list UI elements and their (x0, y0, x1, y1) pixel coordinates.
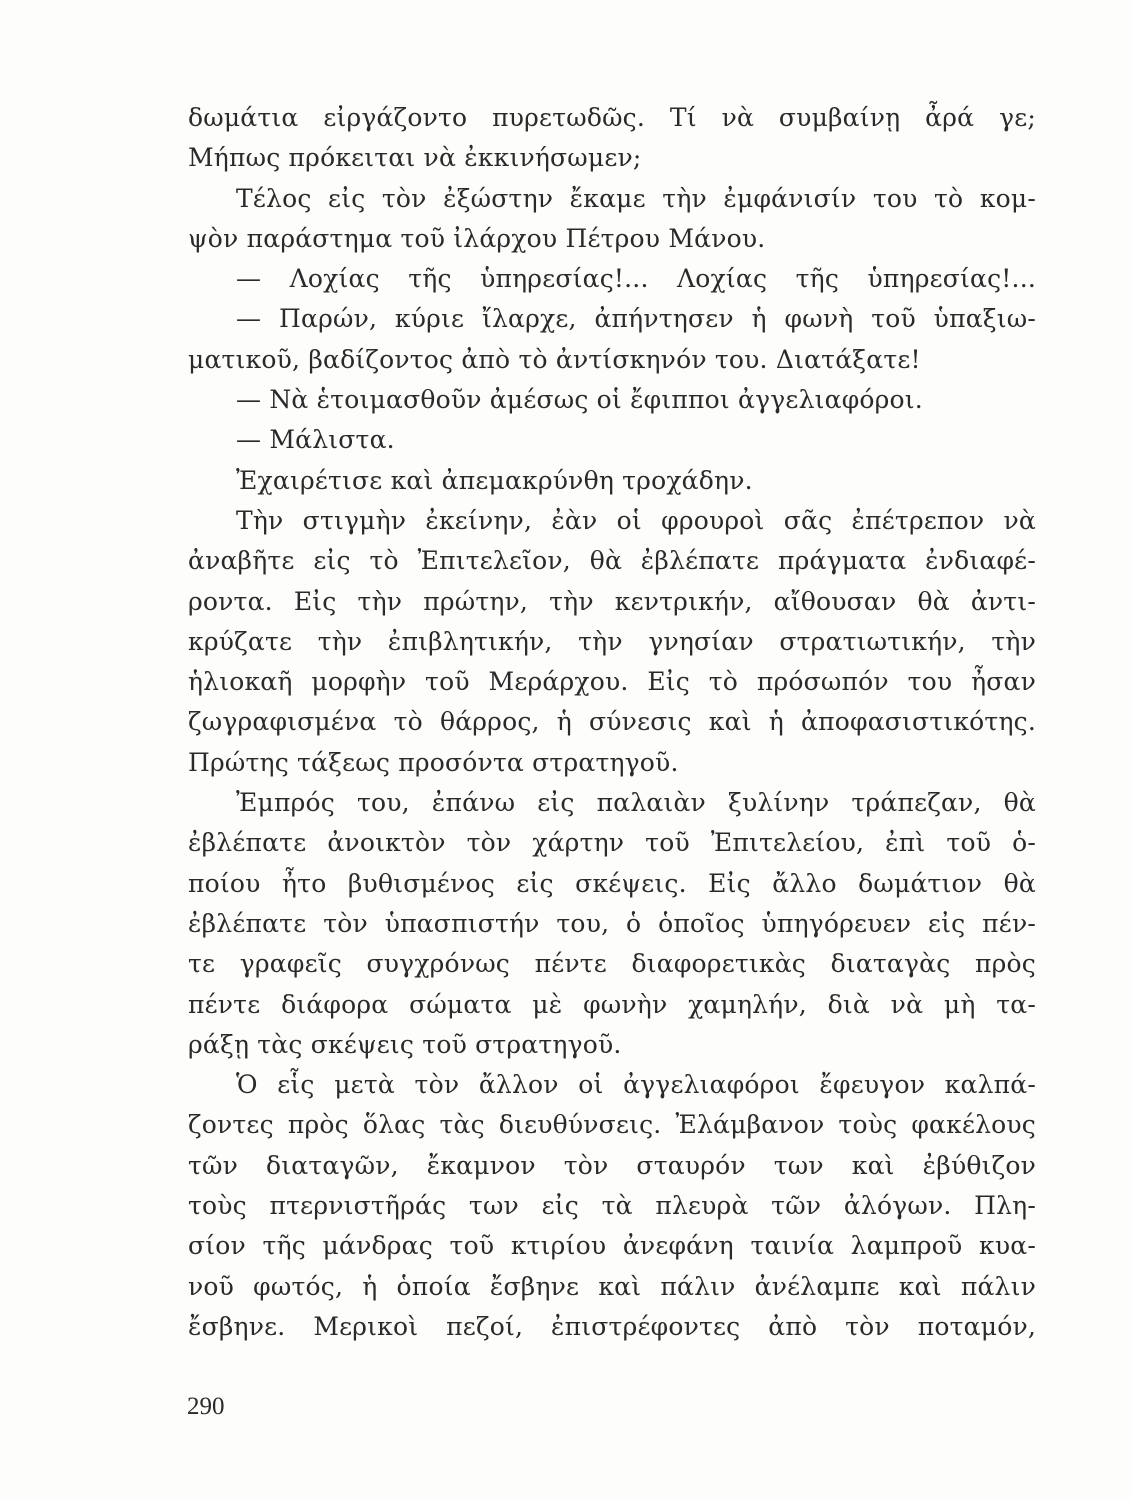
text-line: κρύζατε τὴν ἐπιβλητικήν, τὴν γνησίαν στρατιωτικήν, τὴν (188, 626, 1036, 656)
text-line: ζωγραφισμένα τὸ θάρρος, ἡ σύνεσις καὶ ἡ ἀποφασιστικότης. (188, 707, 1036, 737)
text-line: ἐβλέπατε ἀνοικτὸν τὸν χάρτην τοῦ Ἐπιτελείου, ἐπὶ τοῦ ὁ- (188, 828, 1036, 858)
text-line: τῶν διαταγῶν, ἔκαμνον τὸν σταυρόν των καὶ ἐβύθιζον (188, 1150, 1036, 1180)
text-line: — Μάλιστα. (236, 425, 395, 455)
text-line: ἔσβηνε. Μερικοὶ πεζοί, ἐπιστρέφοντες ἀπὸ τὸν ποταμόν, (188, 1311, 1036, 1341)
text-line: δωμάτια εἰργάζοντο πυρετωδῶς. Τί νὰ συμβαίνῃ ἆρά γε; (188, 103, 1036, 132)
text-line: σίον τῆς μάνδρας τοῦ κτιρίου ἀνεφάνη ταινία λαμπροῦ κυα- (188, 1231, 1036, 1261)
text-line: ἐβλέπατε τὸν ὑπασπιστήν του, ὁ ὁποῖος ὑπηγόρευεν εἰς πέν- (188, 908, 1036, 938)
text-line: τοὺς πτερνιστῆράς των εἰς τὰ πλευρὰ τῶν ἀλόγων. Πλη- (188, 1191, 1036, 1221)
text-line: Ἐχαιρέτισε καὶ ἀπεμακρύνθη τροχάδην. (236, 465, 753, 495)
text-line: ματικοῦ, βαδίζοντος ἀπὸ τὸ ἀντίσκηνόν του. Διατάξατε! (188, 344, 921, 374)
text-line: Τέλος εἰς τὸν ἐξώστην ἔκαμε τὴν ἐμφάνισίν του τὸ κομ- (236, 183, 1036, 213)
text-line: Ὁ εἷς μετὰ τὸν ἄλλον οἱ ἀγγελιαφόροι ἔφευγον καλπά- (236, 1070, 1036, 1100)
body-text (188, 98, 1036, 1347)
text-line: ράξῃ τὰς σκέψεις τοῦ στρατηγοῦ. (188, 1029, 622, 1059)
text-line: ἡλιοκαῆ μορφὴν τοῦ Μεράρχου. Εἰς τὸ πρόσωπόν του ἦσαν (188, 667, 1036, 697)
text-line: Μήπως πρόκειται νὰ ἐκκινήσωμεν; (188, 143, 642, 173)
text-line: Πρώτης τάξεως προσόντα στρατηγοῦ. (188, 747, 679, 777)
page-number: 290 (187, 1393, 225, 1420)
text-line: Ἐμπρός του, ἐπάνω εἰς παλαιὰν ξυλίνην τράπεζαν, θὰ (236, 788, 1036, 818)
text-line: — Νὰ ἑτοιμασθοῦν ἀμέσως οἱ ἔφιπποι ἀγγελιαφόροι. (236, 385, 923, 415)
text-line: ψὸν παράστημα τοῦ ἰλάρχου Πέτρου Μάνου. (188, 223, 766, 253)
text-line: ζοντες πρὸς ὅλας τὰς διευθύνσεις. Ἐλάμβανον τοὺς φακέλους (188, 1110, 1036, 1140)
text-line: νοῦ φωτός, ἡ ὁποία ἔσβηνε καὶ πάλιν ἀνέλαμπε καὶ πάλιν (188, 1271, 1036, 1301)
text-line: ροντα. Εἰς τὴν πρώτην, τὴν κεντρικήν, αἴθουσαν θὰ ἀντι- (188, 586, 1036, 616)
text-line: — Λοχίας τῆς ὑπηρεσίας!... Λοχίας τῆς ὑπηρεσίας!... (236, 264, 1036, 294)
text-line: ποίου ἦτο βυθισμένος εἰς σκέψεις. Εἰς ἄλλο δωμάτιον θὰ (188, 868, 1036, 898)
text-line: — Παρών, κύριε ἴλαρχε, ἀπήντησεν ἡ φωνὴ τοῦ ὑπαξιω- (236, 304, 1036, 334)
text-line: πέντε διάφορα σώματα μὲ φωνὴν χαμηλήν, διὰ νὰ μὴ τα- (188, 989, 1036, 1019)
text-line: Τὴν στιγμὴν ἐκείνην, ἐὰν οἱ φρουροὶ σᾶς ἐπέτρεπον νὰ (236, 505, 1036, 535)
text-line: τε γραφεῖς συγχρόνως πέντε διαφορετικὰς διαταγὰς πρὸς (188, 949, 1036, 979)
text-line: ἀναβῆτε εἰς τὸ Ἐπιτελεῖον, θὰ ἐβλέπατε πράγματα ἐνδιαφέ- (188, 546, 1036, 576)
